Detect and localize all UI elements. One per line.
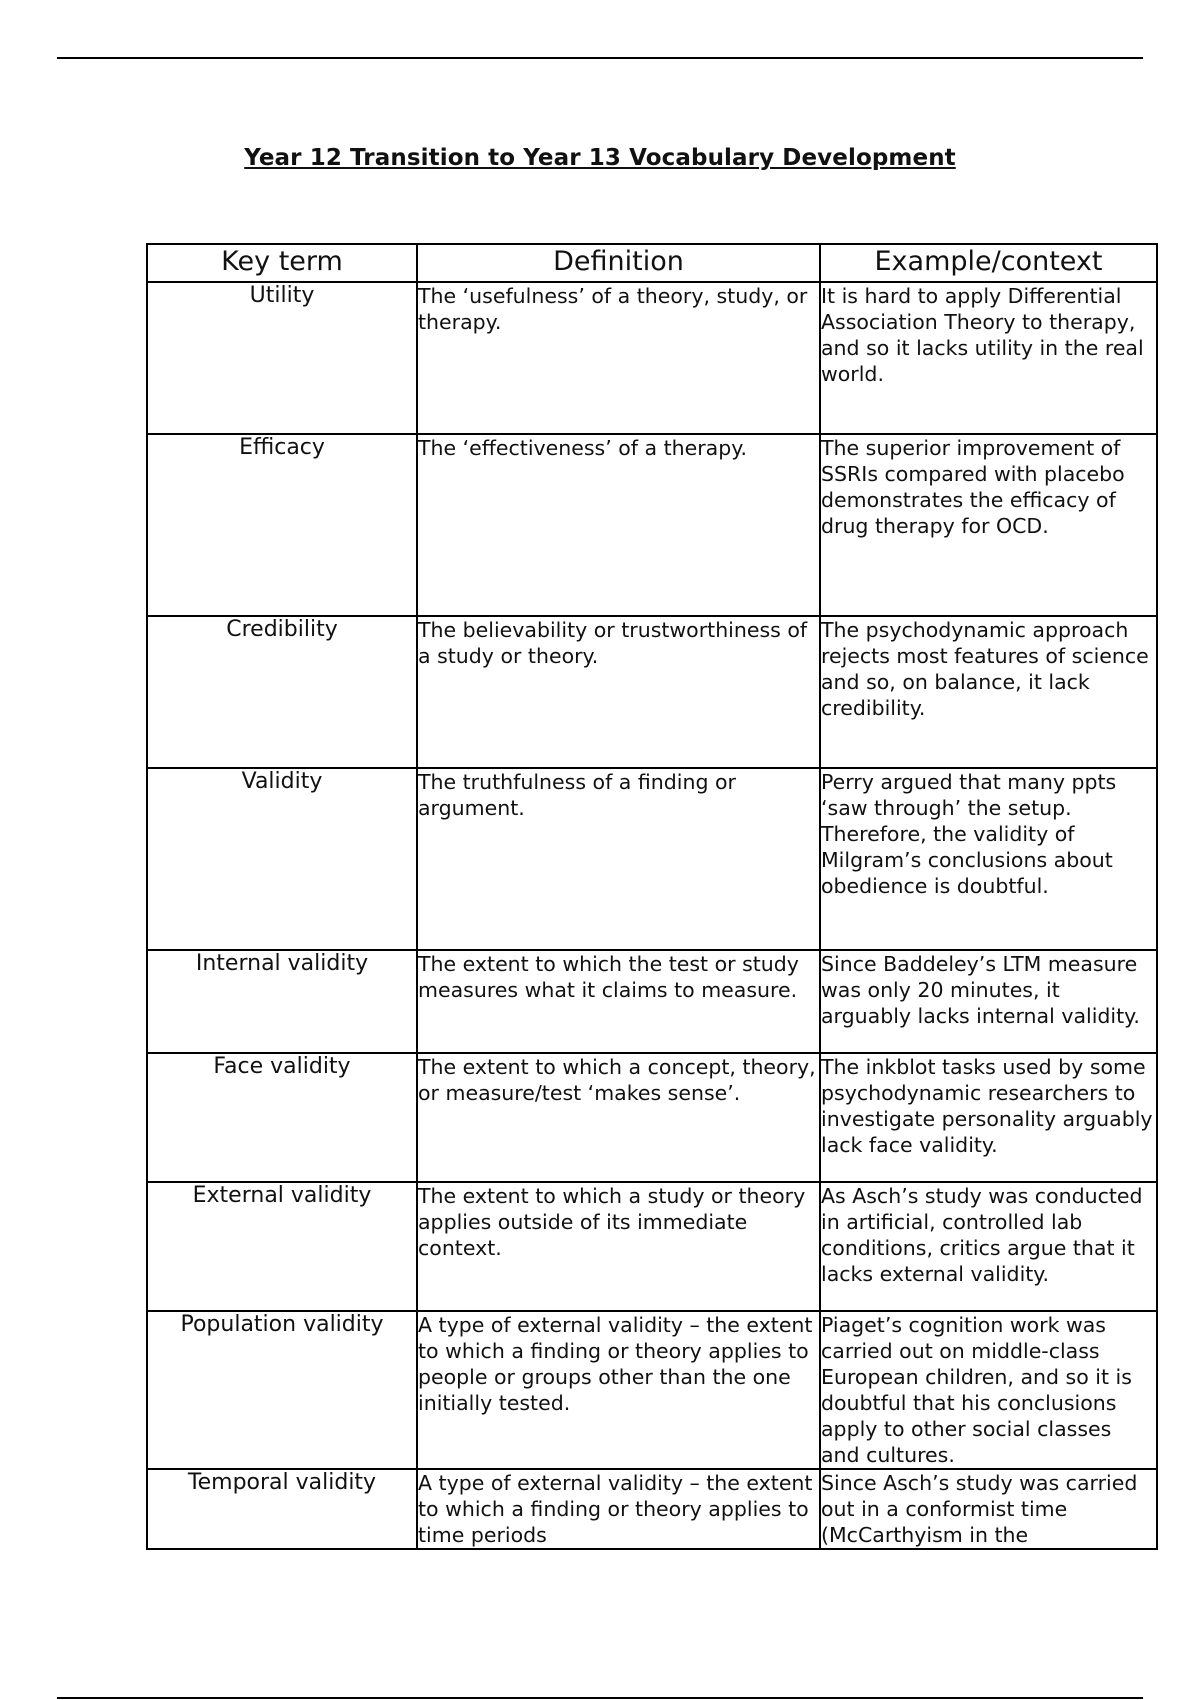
vocabulary-table (146, 243, 1158, 1550)
table-row (147, 768, 1157, 950)
definition-cell: The extent to which the test or study measures what it claims to measure. (417, 950, 820, 1053)
table-row (147, 1182, 1157, 1311)
example-cell: Piaget’s cognition work was carried out on middle-class European children, and so it is doubtful that his conclusions apply to other social classes and cultures. (820, 1311, 1157, 1469)
key-term-cell: Efficacy (147, 434, 417, 616)
definition-cell: A type of external validity – the extent to which a finding or theory applies to people or groups other than the one initially tested. (417, 1311, 820, 1469)
example-cell: Since Asch’s study was carried out in a conformist time (McCarthyism in the (820, 1469, 1157, 1549)
definition-cell: The extent to which a concept, theory, or measure/test ‘makes sense’. (417, 1053, 820, 1182)
definition-cell: The ‘usefulness’ of a theory, study, or therapy. (417, 282, 820, 434)
table-row (147, 282, 1157, 434)
key-term-cell: Validity (147, 768, 417, 950)
definition-cell: The believability or trustworthiness of a study or theory. (417, 616, 820, 768)
table-row (147, 434, 1157, 616)
header-key-term: Key term (147, 244, 417, 282)
table-row (147, 616, 1157, 768)
definition-cell: The truthfulness of a finding or argument. (417, 768, 820, 950)
key-term-cell: Population validity (147, 1311, 417, 1469)
example-cell: As Asch’s study was conducted in artificial, controlled lab conditions, critics argue that it lacks external validity. (820, 1182, 1157, 1311)
header-example: Example/context (820, 244, 1157, 282)
key-term-cell: External validity (147, 1182, 417, 1311)
example-cell: Since Baddeley’s LTM measure was only 20 minutes, it arguably lacks internal validity. (820, 950, 1157, 1053)
table-row (147, 1311, 1157, 1469)
key-term-cell: Internal validity (147, 950, 417, 1053)
example-cell: It is hard to apply Differential Association Theory to therapy, and so it lacks utility in the real world. (820, 282, 1157, 434)
key-term-cell: Utility (147, 282, 417, 434)
header-definition: Definition (417, 244, 820, 282)
key-term-cell: Face validity (147, 1053, 417, 1182)
definition-cell: The extent to which a study or theory applies outside of its immediate context. (417, 1182, 820, 1311)
key-term-cell: Credibility (147, 616, 417, 768)
page-title: Year 12 Transition to Year 13 Vocabulary Development (244, 145, 956, 171)
table-row (147, 1053, 1157, 1182)
example-cell: Perry argued that many ppts ‘saw through’ the setup. Therefore, the validity of Milgram’s conclusions about obedience is doubtful. (820, 768, 1157, 950)
definition-cell: A type of external validity – the extent to which a finding or theory applies to time periods (417, 1469, 820, 1549)
table-header-row (147, 244, 1157, 282)
table-row (147, 950, 1157, 1053)
definition-cell: The ‘effectiveness’ of a therapy. (417, 434, 820, 616)
bottom-rule (57, 1697, 1143, 1699)
top-rule (57, 57, 1143, 59)
table-row (147, 1469, 1157, 1549)
example-cell: The superior improvement of SSRIs compared with placebo demonstrates the efficacy of drug therapy for OCD. (820, 434, 1157, 616)
example-cell: The psychodynamic approach rejects most features of science and so, on balance, it lack credibility. (820, 616, 1157, 768)
key-term-cell: Temporal validity (147, 1469, 417, 1549)
example-cell: The inkblot tasks used by some psychodynamic researchers to investigate personality arguably lack face validity. (820, 1053, 1157, 1182)
